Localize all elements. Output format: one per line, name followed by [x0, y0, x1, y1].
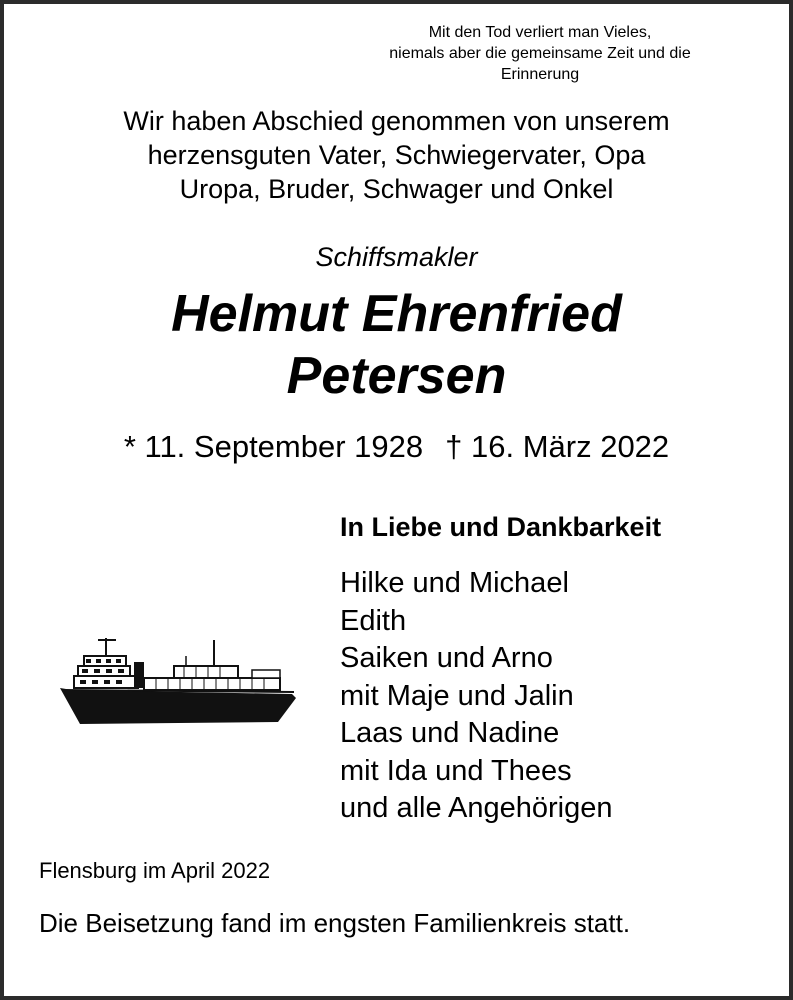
place-date: Flensburg im April 2022 — [39, 858, 271, 883]
intro-line: Wir haben Abschied genommen von unserem — [123, 106, 670, 136]
death-date: † 16. März 2022 — [445, 429, 670, 464]
family-member: Saiken und Arno — [340, 642, 553, 674]
profession: Schiffsmakler — [315, 242, 478, 272]
motto-line: Erinnerung — [500, 66, 580, 83]
motto-line: niemals aber die gemeinsame Zeit und die — [389, 45, 691, 62]
intro-text — [4, 104, 789, 206]
ship-icon — [56, 632, 300, 728]
family-member: mit Ida und Thees — [340, 754, 572, 787]
deceased-name — [4, 283, 789, 407]
motto-line: Mit den Tod verliert man Vieles, — [428, 24, 652, 41]
life-dates — [4, 429, 789, 465]
burial-note: Die Beisetzung fand im engsten Familienkreis statt. — [39, 908, 631, 938]
family-member: Laas und Nadine — [340, 717, 560, 749]
intro-line: herzensguten Vater, Schwiegervater, Opa — [147, 140, 646, 170]
closing-heading: In Liebe und Dankbarkeit — [340, 512, 662, 542]
deceased-name-line2: Petersen — [286, 347, 507, 405]
birth-date: * 11. September 1928 — [123, 429, 424, 464]
family-member: Edith — [340, 604, 407, 637]
family-list — [340, 565, 613, 828]
family-member: und alle Angehörigen — [340, 792, 613, 824]
intro-line: Uropa, Bruder, Schwager und Onkel — [179, 174, 614, 204]
motto-quote — [340, 22, 740, 85]
deceased-name-line1: Helmut Ehrenfried — [171, 285, 622, 343]
family-member: Hilke und Michael — [340, 567, 569, 599]
family-member: mit Maje und Jalin — [340, 679, 574, 712]
